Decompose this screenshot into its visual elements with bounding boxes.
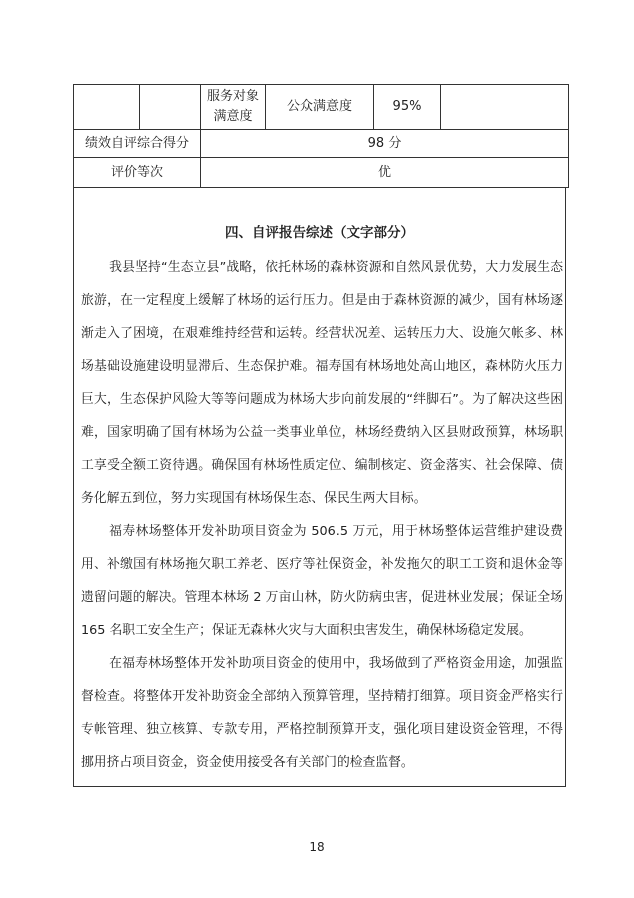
paragraph: 我县坚持“生态立县”战略，依托林场的森林资源和自然风景优势，大力发展生态旅游，在一定程度上缓解了林场的运行压力。但是由于森林资源的减少，国有林场逐渐走入了困境，在艰难维持经营和运转。经营状况差、运转压力大、设施欠帐多、林场基础设施建设明显滞后、生态保护难。福寿国有林场地处高山地区，森林防火压力巨大，生态保护风险大等等问题成为林场大步向前发展的“绊脚石”。为了解决这些困难，国家明确了国有林场为公益一类事业单位，林场经费纳入区县财政预算，林场职工享受全额工资待遇。确保国有林场性质定位、编制核定、资金落实、社会保障、债务化解五到位，努力实现国有林场保生态、保民生两大目标。 xyxy=(81,260,563,506)
grade-label: 评价等次 xyxy=(74,158,201,188)
table-cell xyxy=(441,85,569,130)
table-row xyxy=(74,85,569,130)
page-number: 18 xyxy=(309,840,325,854)
table-cell xyxy=(74,85,140,130)
score-value: 98 分 xyxy=(201,130,569,158)
grade-value: 优 xyxy=(201,158,569,188)
summary-title: 四、自评报告综述（文字部分） xyxy=(225,225,414,241)
paragraph: 福寿林场整体开发补助项目资金为 506.5 万元，用于林场整体运营维护建设费用、补缴国有林场拖欠职工养老、医疗等社保资金，补发拖欠的职工工资和退休金等遗留问题的解决。管理本林场 2 万亩山林，防火防病虫害，促进林业发展；保证全场 165 名职工安全生产；保证无森林火灾与大面积虫害发生，确保林场稳定发展。 xyxy=(81,524,563,638)
summary-body xyxy=(81,251,563,779)
performance-table xyxy=(73,84,569,188)
indicator-cell: 服务对象满意度 xyxy=(201,85,266,130)
paragraph: 在福寿林场整体开发补助项目资金的使用中，我场做到了严格资金用途，加强监督检查。将整体开发补助资金全部纳入预算管理，坚持精打细算。项目资金严格实行专帐管理、独立核算、专款专用，严格控制预算开支，强化项目建设资金管理，不得挪用挤占项目资金，资金使用接受各有关部门的检查监督。 xyxy=(81,656,563,770)
summary-section xyxy=(73,187,566,787)
table-cell xyxy=(140,85,201,130)
table-row xyxy=(74,130,569,158)
value-cell: 95% xyxy=(374,85,441,130)
score-label: 绩效自评综合得分 xyxy=(74,130,201,158)
table-row xyxy=(74,158,569,188)
sub-indicator-cell: 公众满意度 xyxy=(266,85,374,130)
